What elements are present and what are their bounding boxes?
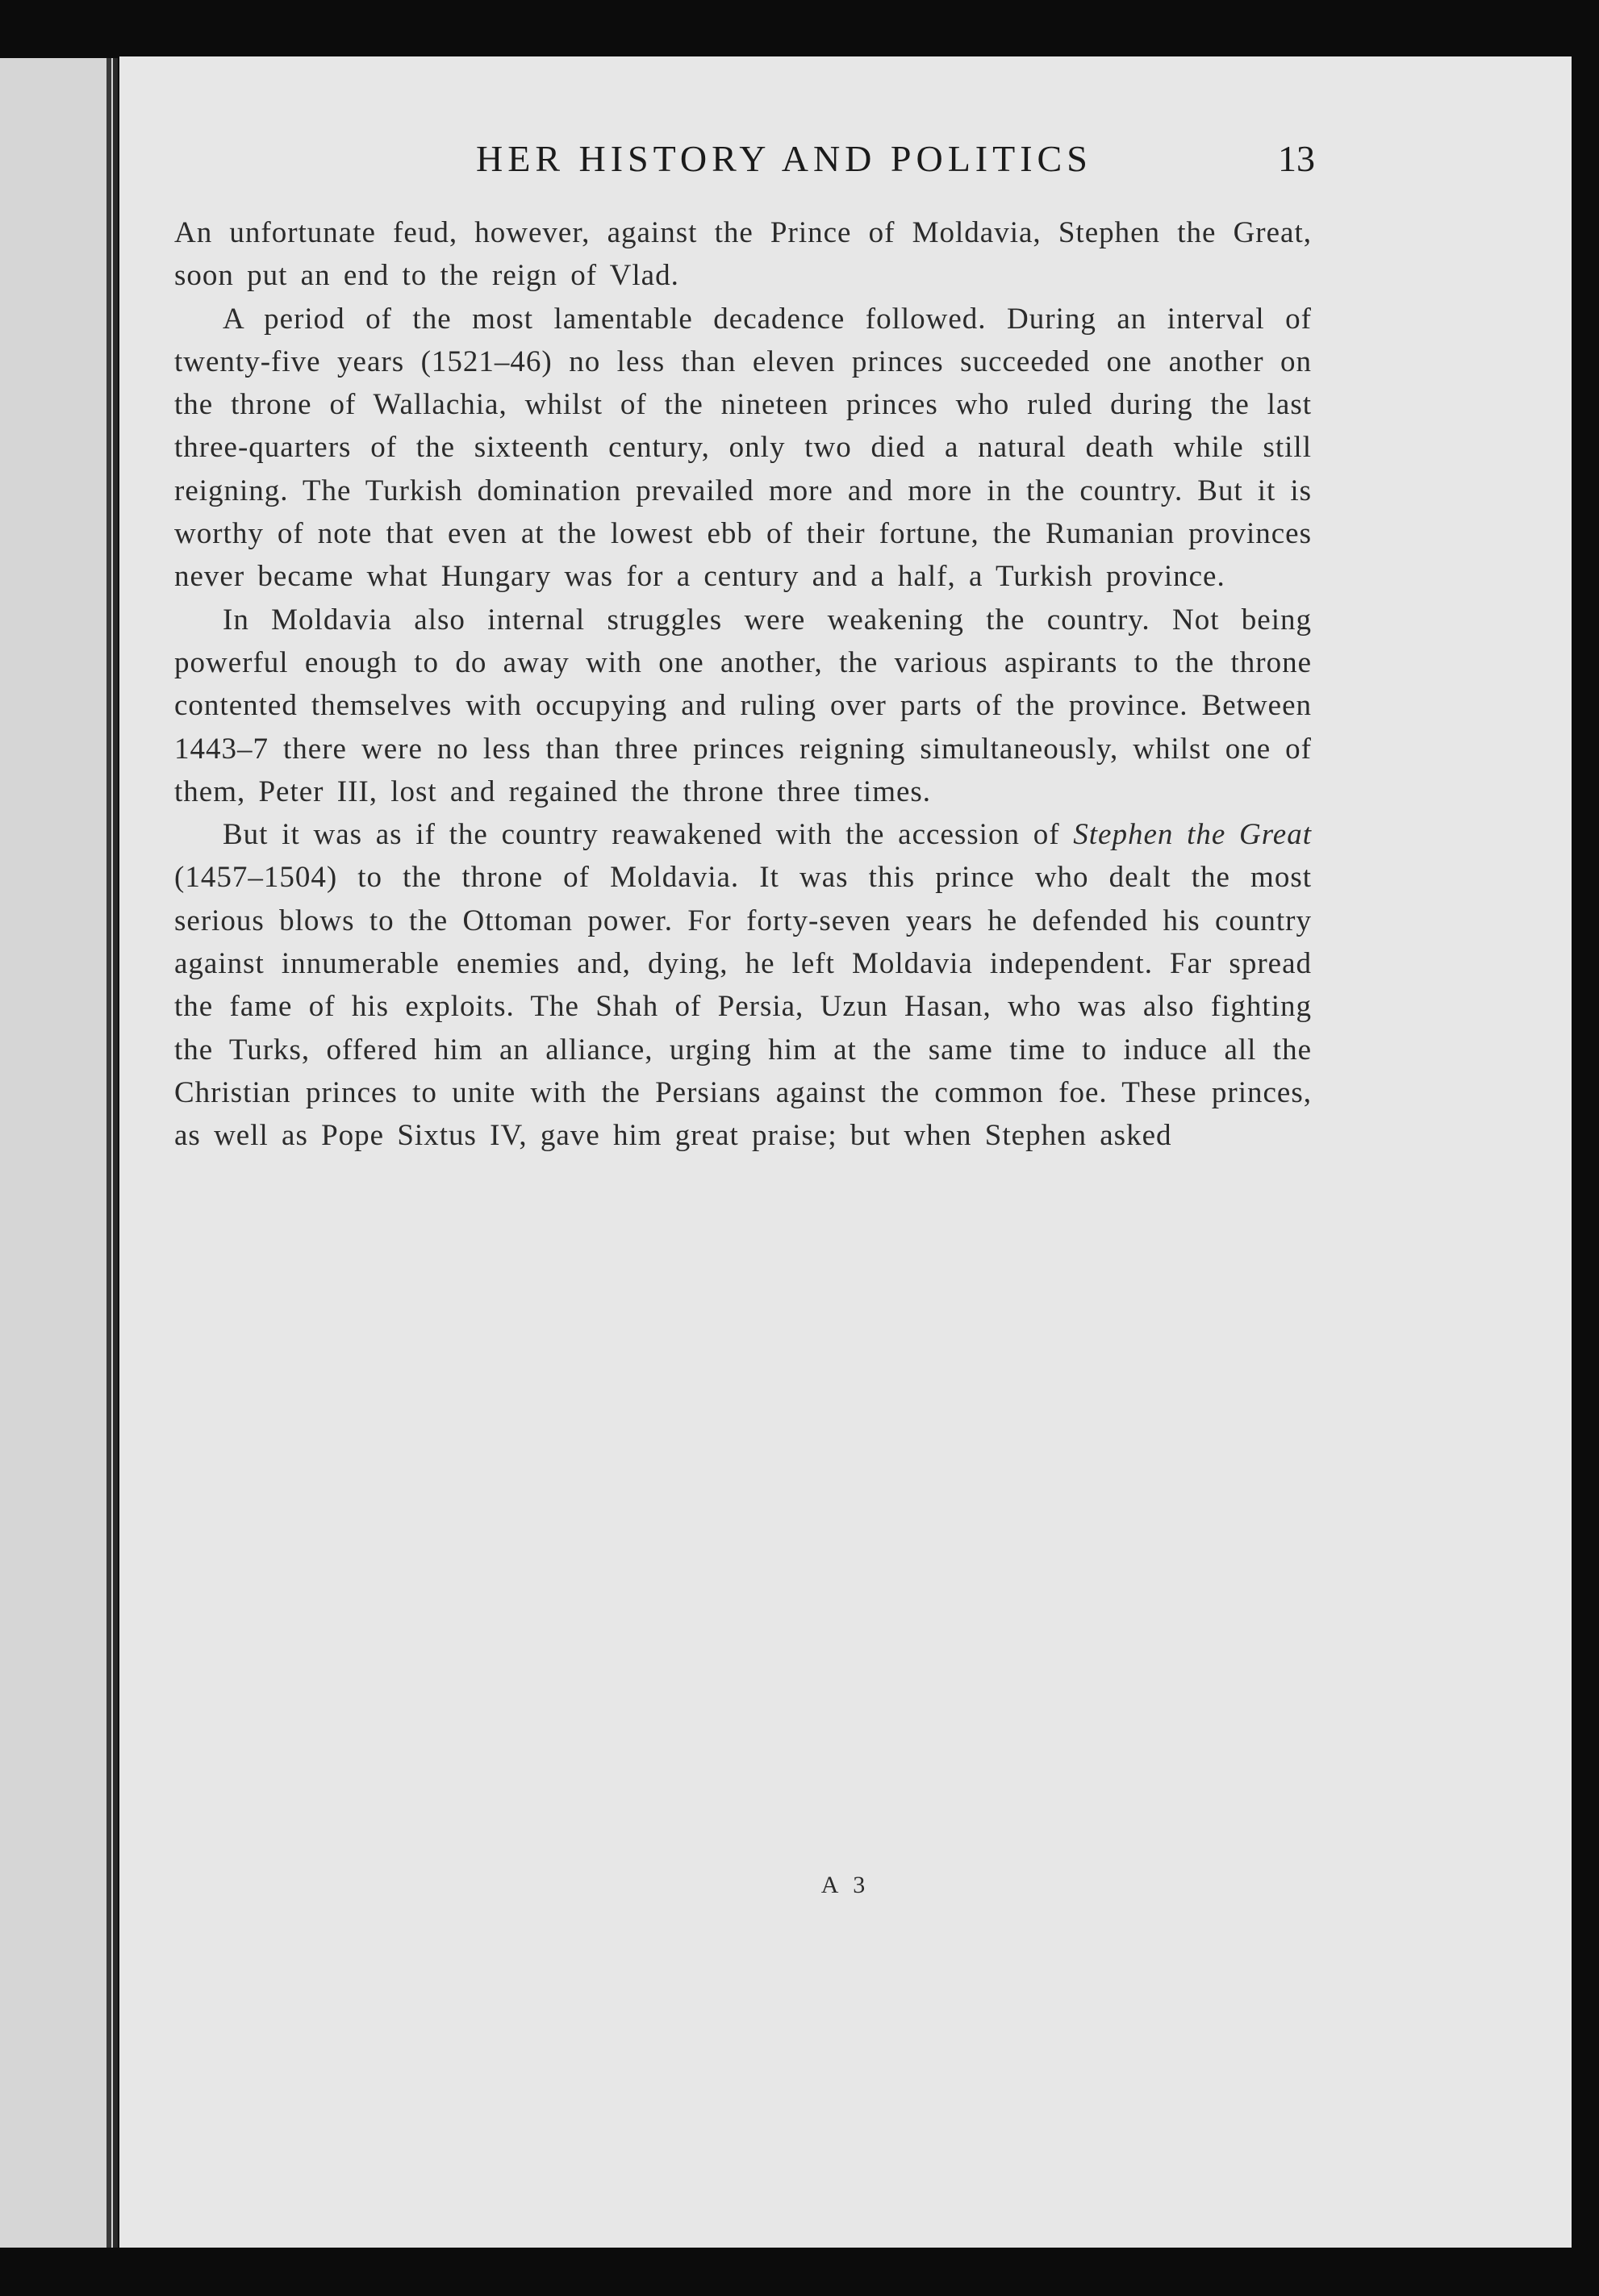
running-title: HER HISTORY AND POLITICS (476, 138, 1092, 179)
paragraph-4-text-end: (1457–1504) to the throne of Moldavia. It was this prince who dealt the most serious blows to the Ottoman power. For forty-seven years he defended his country against innumerable enemies and, dying, he left Moldavia independent. Far spread the fame of his exploits. The Shah of Persia, Uzun Hasan, who was also fighting the Turks, offered him an alliance, urging him at the same time to induce all the Christian princes to unite with the Persians against the common foe. These princes, as well as Pope Sixtus IV, gave him great praise; but when Stephen asked (174, 861, 1312, 1153)
page-header (177, 137, 1315, 194)
italic-name-stephen-the-great: Stephen the Great (1073, 818, 1312, 852)
paragraph-4 (174, 813, 1312, 1157)
paragraph-4-text-start: But it was as if the country reawakened with the accession of (223, 818, 1074, 852)
signature-mark: A 3 (820, 1872, 870, 1898)
paragraph-2: A period of the most lamentable decadence followed. During an interval of twenty-five years (1521–46) no less than eleven princes succeeded one another on the throne of Wallachia, whilst of the nineteen princes who ruled during the last three-quarters of the sixteenth century, only two died a natural death while still reigning. The Turkish domination prevailed more and more in the country. But it is worthy of note that even at the lowest ebb of their fortune, the Rumanian provinces never became what Hungary was for a century and a half, a Turkish province. (174, 302, 1312, 594)
book-spine (106, 58, 111, 2248)
paragraph-3: In Moldavia also internal struggles were weakening the country. Not being powerful enough to do away with one another, the various aspirants to the throne contented themselves with occupying and ruling over parts of the province. Between 1443–7 there were no less than three princes reigning simultaneously, whilst one of them, Peter III, lost and regained the throne three times. (174, 603, 1312, 808)
body-text (174, 211, 1312, 1158)
page-number: 13 (1278, 138, 1315, 179)
left-page-edge (0, 58, 118, 2248)
paragraph-1: An unfortunate feud, however, against the Prince of Moldavia, Stephen the Great, soon put an end to the reign of Vlad. (174, 216, 1312, 293)
